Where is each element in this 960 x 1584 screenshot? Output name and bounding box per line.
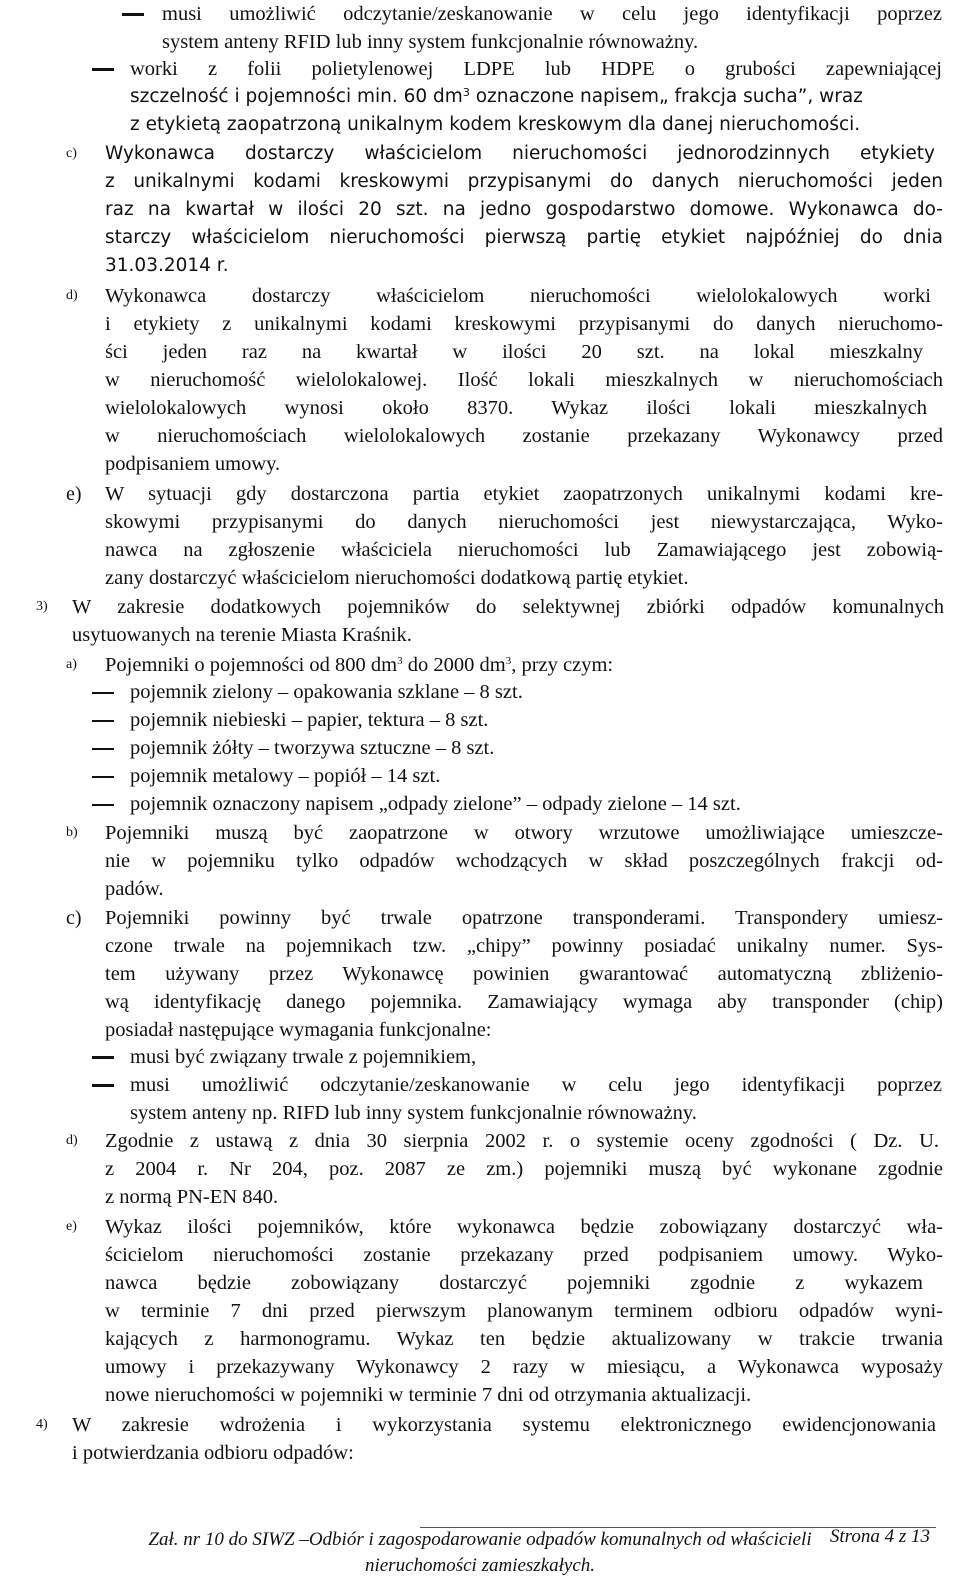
list-marker: b) — [66, 825, 78, 840]
bullet-item: pojemnik metalowy – popiół – 14 szt. — [130, 765, 441, 787]
body-line: wielolokalowych wynosi około 8370. Wykaz ilości lokali mieszkalnych — [105, 397, 927, 419]
bullet-dash — [92, 748, 114, 750]
body-line: nowe nieruchomości w pojemniki w terminie 7 dni od otrzymania aktualizacji. — [105, 1384, 752, 1406]
body-line: i etykiety z unikalnymi kodami kreskowymi przypisanymi do danych nieruchomo- — [105, 313, 943, 335]
body-line: podpisaniem umowy. — [105, 453, 281, 475]
bullet-item: musi być związany trwale z pojemnikiem, — [130, 1046, 477, 1068]
superscript: 3 — [462, 86, 470, 99]
list-marker: e) — [66, 1219, 77, 1234]
superscript: 3 — [505, 655, 512, 667]
body-line: kających z harmonogramu. Wykaz ten będzie aktualizowany w trakcie trwania — [105, 1328, 943, 1350]
body-line: z etykietą zaopatrzoną unikalnym kodem kreskowym dla danej nieruchomości. — [130, 114, 861, 135]
list-marker: c) — [66, 146, 77, 161]
list-marker: a) — [66, 657, 77, 672]
body-line: z unikalnymi kodami kreskowymi przypisanymi do danych nieruchomości jeden — [105, 171, 943, 192]
bullet-dash — [92, 68, 114, 71]
footer-line: Zał. nr 10 do SIWZ –Odbiór i zagospodarowanie odpadów komunalnych od właścicieli — [148, 1529, 812, 1550]
body-line: system anteny RFID lub inny system funkcjonalnie równoważny. — [162, 31, 699, 53]
body-line: tem używany przez Wykonawcę powinien gwarantować automatyczną zbliżenio- — [105, 963, 943, 985]
body-line — [130, 83, 863, 111]
bullet-item: pojemnik niebieski – papier, tektura – 8 szt. — [130, 709, 489, 731]
text-run: , przy czym: — [511, 654, 614, 676]
body-line: W zakresie wdrożenia i wykorzystania systemu elektronicznego ewidencjonowania — [72, 1414, 936, 1436]
body-line: nawca na zgłoszenie właściciela nieruchomości lub Zamawiającego jest zobowią- — [105, 539, 943, 561]
bullet-dash — [92, 720, 114, 722]
body-line: wą identyfikację danego pojemnika. Zamawiający wymaga aby transponder (chip) — [105, 991, 943, 1013]
bullet-item: pojemnik zielony – opakowania szklane – 8 szt. — [130, 681, 523, 703]
body-line: musi umożliwić odczytanie/zeskanowanie w celu jego identyfikacji poprzez — [162, 3, 942, 25]
body-line: system anteny np. RIFD lub inny system funkcjonalnie równoważny. — [130, 1102, 697, 1124]
bullet-dash — [92, 1056, 114, 1059]
body-line: padów. — [105, 878, 164, 900]
body-line: Wykonawca dostarczy właścicielom nieruchomości jednorodzinnych etykiety — [105, 143, 935, 164]
body-line: ści jeden raz na kwartał w ilości 20 szt. na lokal mieszkalny — [105, 341, 923, 363]
body-line: posiadał następujące wymagania funkcjonalne: — [105, 1019, 492, 1041]
body-line: w terminie 7 dni przed pierwszym planowanym terminem odbioru odpadów wyni- — [105, 1300, 943, 1322]
body-line: nie w pojemniku tylko odpadów wchodzących w skład poszczególnych frakcji od- — [105, 850, 943, 872]
body-line: worki z folii polietylenowej LDPE lub HDPE o grubości zapewniającej — [130, 58, 942, 80]
list-marker: 3) — [36, 599, 48, 614]
body-line: nawca będzie zobowiązany dostarczyć pojemniki zgodnie z wykazem — [105, 1272, 923, 1294]
body-line: umowy i przekazywany Wykonawcy 2 razy w miesiącu, a Wykonawca wyposaży — [105, 1356, 943, 1378]
bullet-dash — [92, 804, 114, 806]
list-marker: 4) — [36, 1417, 48, 1432]
page-number: Strona 4 z 13 — [829, 1526, 930, 1547]
body-line: skowymi przypisanymi do danych nieruchomości jest niewystarczająca, Wyko- — [105, 511, 943, 533]
body-line: usytuowanych na terenie Miasta Kraśnik. — [72, 624, 412, 646]
bullet-item: pojemnik żółty – tworzywa sztuczne – 8 szt. — [130, 737, 495, 759]
body-line — [105, 651, 613, 679]
superscript: 3 — [397, 655, 403, 667]
bullet-dash — [92, 1084, 114, 1087]
body-line: z normą PN-EN 840. — [105, 1186, 279, 1208]
list-marker: d) — [66, 288, 78, 303]
body-line: 31.03.2014 r. — [105, 255, 229, 276]
body-line: zany dostarczyć właścicielom nieruchomości dodatkową partię etykiet. — [105, 567, 689, 589]
body-line: Zgodnie z ustawą z dnia 30 sierpnia 2002 r. o systemie oceny zgodności ( Dz. U. — [105, 1130, 939, 1152]
body-line: raz na kwartał w ilości 20 szt. na jedno gospodarstwo domowe. Wykonawca do- — [105, 199, 943, 220]
bullet-dash — [92, 776, 114, 778]
bullet-dash — [122, 13, 144, 16]
footer-line: nieruchomości zamieszkałych. — [364, 1555, 596, 1576]
text-run: szczelność i pojemności min. 60 dm — [130, 86, 463, 107]
text-run: Pojemniki o pojemności od 800 dm — [105, 654, 398, 676]
body-line: W sytuacji gdy dostarczona partia etykiet zaopatrzonych unikalnymi kodami kre- — [105, 483, 943, 505]
bullet-item: pojemnik oznaczony napisem „odpady zielone” – odpady zielone – 14 szt. — [130, 793, 741, 815]
body-line: Wykaz ilości pojemników, które wykonawca będzie zobowiązany dostarczyć wła- — [105, 1216, 943, 1238]
text-run: oznaczone napisem„ frakcja sucha”, wraz — [475, 86, 863, 107]
body-line: Wykonawca dostarczy właścicielom nieruchomości wielolokalowych worki — [105, 285, 931, 307]
body-line: i potwierdzania odbioru odpadów: — [72, 1442, 354, 1464]
bullet-item: musi umożliwić odczytanie/zeskanowanie w celu jego identyfikacji poprzez — [130, 1074, 942, 1096]
list-marker: c) — [66, 907, 82, 929]
body-line: starczy właścicielom nieruchomości pierwszą partię etykiet najpóźniej do dnia — [105, 227, 943, 248]
body-line: w nieruchomość wielolokalowej. Ilość lokali mieszkalnych w nieruchomościach — [105, 369, 943, 391]
list-marker: d) — [66, 1133, 78, 1148]
body-line: ścicielom nieruchomości zostanie przekazany przed podpisaniem umowy. Wyko- — [105, 1244, 943, 1266]
body-line: z 2004 r. Nr 204, poz. 2087 ze zm.) pojemniki muszą być wykonane zgodnie — [105, 1158, 943, 1180]
text-run: do 2000 dm — [402, 654, 506, 676]
bullet-dash — [92, 692, 114, 694]
list-marker: e) — [66, 483, 82, 505]
body-line: Pojemniki muszą być zaopatrzone w otwory wrzutowe umożliwiające umieszcze- — [105, 822, 943, 844]
body-line: w nieruchomościach wielolokalowych zostanie przekazany Wykonawcy przed — [105, 425, 943, 447]
body-line: czone trwale na pojemnikach tzw. „chipy” powinny posiadać unikalny numer. Sys- — [105, 935, 943, 957]
body-line: Pojemniki powinny być trwale opatrzone transponderami. Transpondery umiesz- — [105, 907, 943, 929]
body-line: W zakresie dodatkowych pojemników do selektywnej zbiórki odpadów komunalnych — [72, 596, 944, 618]
